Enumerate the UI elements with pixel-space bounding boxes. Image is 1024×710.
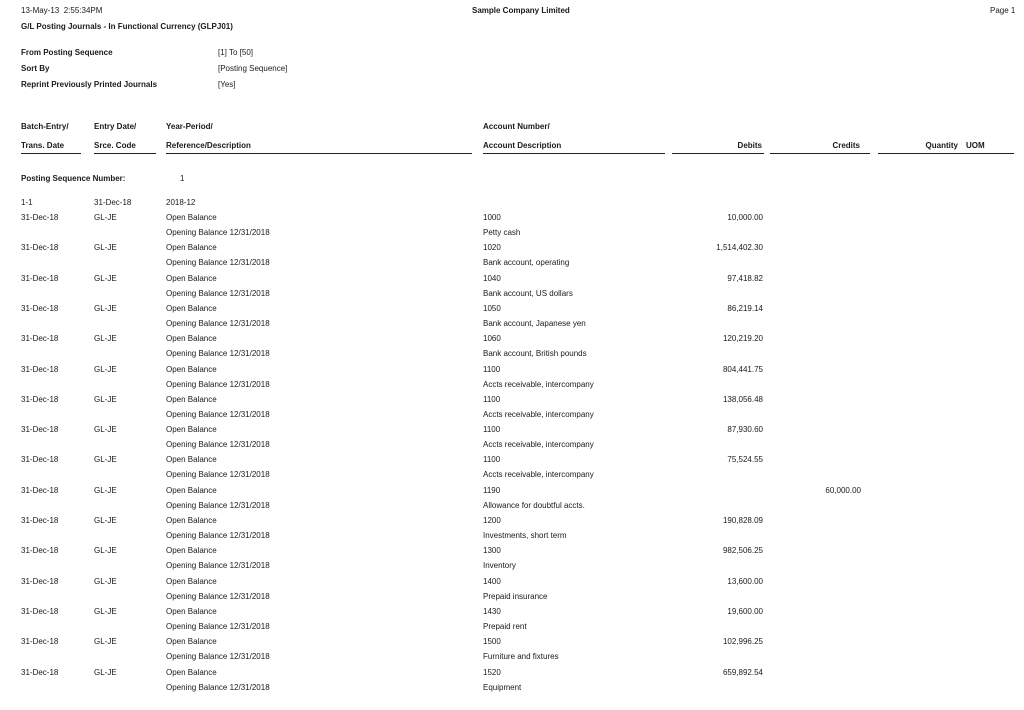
row-account-number: 1300 [483,546,501,556]
sequence-entry-date: 31-Dec-18 [94,198,132,207]
row-reference: Open Balance [166,606,217,616]
param-label-reprint: Reprint Previously Printed Journals [21,80,158,89]
col-srce-code: Srce. Code [94,141,136,150]
row-reference: Open Balance [166,576,217,586]
row-debit: 1,514,402.30 [716,243,763,253]
report-date: 13-May-13 [21,6,60,15]
row-debit: 659,892.54 [722,667,763,677]
row-account-description: Inventory [483,561,516,571]
rule-debits [672,153,764,154]
row-debit: 13,600.00 [727,576,763,586]
sequence-label: Posting Sequence Number: [21,174,126,183]
col-entry-date: Entry Date/ [94,122,137,131]
row-debit: 102,996.25 [722,637,763,647]
row-trans-date: 31-Dec-18 [21,485,59,495]
row-srce-code: GL-JE [94,303,117,313]
param-value-posting-sequence: [1] To [50] [218,48,253,57]
row-debit: 190,828.09 [722,516,763,525]
row-trans-date: 31-Dec-18 [21,243,59,253]
row-account-number: 1400 [483,576,501,586]
row-description: Opening Balance 12/31/2018 [166,591,270,601]
row-trans-date: 31-Dec-18 [21,516,59,525]
row-srce-code: GL-JE [94,334,117,344]
row-reference: Open Balance [166,546,217,556]
row-account-number: 1190 [483,485,501,495]
row-reference: Open Balance [166,425,217,435]
row-trans-date: 31-Dec-18 [21,273,59,283]
row-trans-date: 31-Dec-18 [21,394,59,404]
row-account-number: 1520 [483,667,501,677]
col-account-number: Account Number/ [483,122,550,131]
col-ref-desc: Reference/Description [166,141,251,150]
row-account-number: 1100 [483,425,501,435]
row-account-number: 1100 [483,364,501,374]
row-reference: Open Balance [166,485,217,495]
row-srce-code: GL-JE [94,273,117,283]
col-credits: Credits [832,141,860,150]
row-reference: Open Balance [166,364,217,374]
row-description: Opening Balance 12/31/2018 [166,682,270,692]
row-srce-code: GL-JE [94,667,117,677]
row-description: Opening Balance 12/31/2018 [166,621,270,631]
row-srce-code: GL-JE [94,394,117,404]
row-trans-date: 31-Dec-18 [21,364,59,374]
param-label-posting-sequence: From Posting Sequence [21,48,113,57]
row-description: Opening Balance 12/31/2018 [166,409,270,419]
report-datetime [21,6,102,15]
row-account-number: 1050 [483,303,501,313]
row-srce-code: GL-JE [94,455,117,465]
row-reference: Open Balance [166,637,217,647]
row-srce-code: GL-JE [94,637,117,647]
row-account-description: Allowance for doubtful accts. [483,500,585,510]
row-account-number: 1060 [483,334,501,344]
row-reference: Open Balance [166,667,217,677]
row-account-description: Bank account, US dollars [483,288,573,298]
row-credit: 60,000.00 [825,485,861,495]
row-trans-date: 31-Dec-18 [21,455,59,465]
col-quantity: Quantity [925,141,958,150]
row-account-number: 1040 [483,273,501,283]
row-reference: Open Balance [166,455,217,465]
row-debit: 804,441.75 [722,364,763,374]
report-title: G/L Posting Journals - In Functional Currency (GLPJ01) [21,22,233,31]
report-time: 2:55:34PM [63,6,103,15]
row-description: Opening Balance 12/31/2018 [166,652,270,662]
row-account-description: Bank account, Japanese yen [483,318,586,328]
row-account-description: Accts receivable, intercompany [483,379,594,389]
row-account-description: Accts receivable, intercompany [483,409,594,419]
row-trans-date: 31-Dec-18 [21,606,59,616]
row-reference: Open Balance [166,303,217,313]
row-account-description: Investments, short term [483,531,567,540]
row-account-description: Furniture and fixtures [483,652,559,662]
rule-batch [21,153,81,154]
row-reference: Open Balance [166,334,217,344]
row-srce-code: GL-JE [94,485,117,495]
col-debits: Debits [737,141,762,150]
row-description: Opening Balance 12/31/2018 [166,500,270,510]
company-name: Sample Company Limited [472,6,570,15]
row-description: Opening Balance 12/31/2018 [166,379,270,389]
row-srce-code: GL-JE [94,516,117,525]
row-account-description: Accts receivable, intercompany [483,470,594,480]
row-trans-date: 31-Dec-18 [21,334,59,344]
col-batch-entry: Batch-Entry/ [21,122,69,131]
row-account-number: 1100 [483,394,501,404]
row-debit: 138,056.48 [722,394,763,404]
col-account-desc: Account Description [483,141,562,150]
row-account-description: Equipment [483,682,522,692]
row-description: Opening Balance 12/31/2018 [166,531,270,540]
param-label-sort-by: Sort By [21,64,50,73]
row-srce-code: GL-JE [94,576,117,586]
rule-ref [166,153,472,154]
row-account-number: 1430 [483,606,501,616]
sequence-number: 1 [180,174,185,183]
row-reference: Open Balance [166,273,217,283]
row-description: Opening Balance 12/31/2018 [166,228,270,237]
row-reference: Open Balance [166,394,217,404]
sequence-batch-entry: 1-1 [21,198,33,207]
row-trans-date: 31-Dec-18 [21,576,59,586]
row-account-description: Bank account, operating [483,258,570,268]
row-description: Opening Balance 12/31/2018 [166,349,270,359]
row-account-description: Petty cash [483,228,521,237]
row-account-number: 1100 [483,455,501,465]
row-description: Opening Balance 12/31/2018 [166,470,270,480]
row-srce-code: GL-JE [94,213,117,222]
row-trans-date: 31-Dec-18 [21,303,59,313]
row-trans-date: 31-Dec-18 [21,213,59,222]
row-srce-code: GL-JE [94,425,117,435]
row-srce-code: GL-JE [94,243,117,253]
col-year-period: Year-Period/ [166,122,213,131]
row-trans-date: 31-Dec-18 [21,637,59,647]
row-account-number: 1000 [483,213,501,222]
col-trans-date: Trans. Date [21,141,65,150]
row-srce-code: GL-JE [94,364,117,374]
row-srce-code: GL-JE [94,546,117,556]
rule-entry [94,153,156,154]
row-account-description: Bank account, British pounds [483,349,587,359]
row-description: Opening Balance 12/31/2018 [166,258,270,268]
row-account-description: Accts receivable, intercompany [483,440,594,450]
row-debit: 19,600.00 [727,606,763,616]
rule-quantity-uom [878,153,1014,154]
row-description: Opening Balance 12/31/2018 [166,288,270,298]
row-description: Opening Balance 12/31/2018 [166,318,270,328]
rule-account [483,153,665,154]
param-value-reprint: [Yes] [218,80,236,89]
row-debit: 86,219.14 [727,303,763,313]
page-number: Page 1 [990,6,1016,15]
row-account-number: 1020 [483,243,501,253]
param-value-sort-by: [Posting Sequence] [218,64,288,73]
row-debit: 982,506.25 [722,546,763,556]
row-debit: 75,524.55 [727,455,763,465]
row-srce-code: GL-JE [94,606,117,616]
row-trans-date: 31-Dec-18 [21,667,59,677]
rule-credits [770,153,870,154]
sequence-year-period: 2018-12 [166,198,196,207]
row-reference: Open Balance [166,213,217,222]
row-debit: 87,930.60 [727,425,763,435]
row-debit: 10,000.00 [727,213,763,222]
row-account-number: 1500 [483,637,501,647]
row-trans-date: 31-Dec-18 [21,425,59,435]
col-uom: UOM [966,141,985,150]
row-reference: Open Balance [166,243,217,253]
row-debit: 97,418.82 [727,273,763,283]
row-account-number: 1200 [483,516,501,525]
row-trans-date: 31-Dec-18 [21,546,59,556]
row-reference: Open Balance [166,516,217,525]
row-debit: 120,219.20 [722,334,763,344]
row-account-description: Prepaid rent [483,621,527,631]
row-description: Opening Balance 12/31/2018 [166,561,270,571]
row-account-description: Prepaid insurance [483,591,548,601]
row-description: Opening Balance 12/31/2018 [166,440,270,450]
